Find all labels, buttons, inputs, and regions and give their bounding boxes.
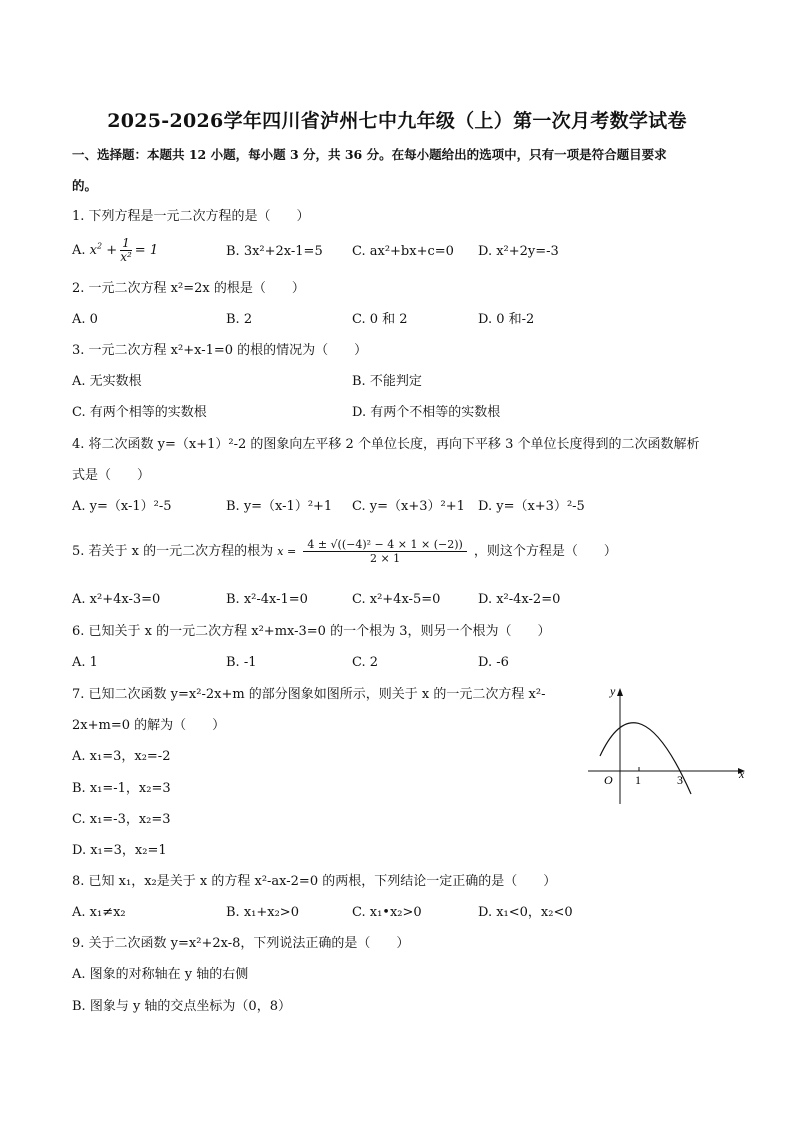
q1-option-b: B. 3x²+2x-1=5: [226, 244, 323, 259]
q5-option-c: C. x²+4x-5=0: [352, 592, 441, 607]
question-8: 8. 已知 x₁，x₂是关于 x 的方程 x²-ax-2=0 的两根，下列结论一定正确的是（ ）: [72, 874, 557, 889]
q1-option-d: D. x²+2y=-3: [478, 244, 559, 259]
tick-label-3: 3: [677, 773, 683, 787]
q4-option-a: A. y=（x-1）²-5: [72, 499, 172, 514]
question-7: 7. 已知二次函数 y=x²-2x+m 的部分图象如图所示，则关于 x 的一元二次方程 x²-: [72, 687, 546, 702]
q2-option-b: B. 2: [226, 312, 253, 327]
q5-option-d: D. x²-4x-2=0: [478, 592, 561, 607]
q8-option-b: B. x₁+x₂>0: [226, 905, 299, 920]
q7-option-a: A. x₁=3，x₂=-2: [72, 749, 171, 764]
q1-option-a-math: $x^2$ + $\frac{1}{\text{x²}}$ = 1: [89, 236, 159, 264]
q3-option-c: C. 有两个相等的实数根: [72, 405, 207, 420]
q7-option-b: B. x₁=-1，x₂=3: [72, 781, 171, 796]
question-9: 9. 关于二次函数 y=x²+2x-8，下列说法正确的是（ ）: [72, 936, 410, 951]
y-axis-arrow: [617, 688, 623, 696]
q7-option-c: C. x₁=-3，x₂=3: [72, 812, 171, 827]
q9-option-b: B. 图象与 y 轴的交点坐标为（0，8）: [72, 999, 291, 1014]
question-7-cont: 2x+m=0 的解为（ ）: [72, 718, 226, 733]
q9-option-a: A. 图象的对称轴在 y 轴的右侧: [72, 967, 249, 982]
origin-label: O: [604, 773, 613, 787]
q5-option-b: B. x²-4x-1=0: [226, 592, 308, 607]
q8-option-c: C. x₁•x₂>0: [352, 905, 422, 920]
q6-option-a: A. 1: [72, 655, 98, 670]
q2-option-c: C. 0 和 2: [352, 312, 408, 327]
question-2: 2. 一元二次方程 x²=2x 的根是（ ）: [72, 281, 305, 296]
q4-option-b: B. y=（x-1）²+1: [226, 499, 333, 514]
q7-option-d: D. x₁=3，x₂=1: [72, 843, 167, 858]
exam-title: 2025-2026学年四川省泸州七中九年级（上）第一次月考数学试卷: [107, 110, 687, 132]
q3-option-a: A. 无实数根: [72, 374, 142, 389]
q2-option-a: A. 0: [72, 312, 98, 327]
section-heading: 一、选择题：本题共 12 小题，每小题 3 分，共 36 分。在每小题给出的选项中，只有一项是符合题目要求: [72, 147, 667, 162]
question-6: 6. 已知关于 x 的一元二次方程 x²+mx-3=0 的一个根为 3，则另一个根为（ ）: [72, 624, 551, 639]
q8-option-d: D. x₁<0，x₂<0: [478, 905, 573, 920]
question-4: 4. 将二次函数 y=（x+1）²-2 的图象向左平移 2 个单位长度，再向下平移 3 个单位长度得到的二次函数解析: [72, 437, 700, 452]
question-3: 3. 一元二次方程 x²+x-1=0 的根的情况为（ ）: [72, 343, 368, 358]
q1-option-c: C. ax²+bx+c=0: [352, 244, 454, 259]
q7-parabola-graph: [588, 684, 753, 809]
q2-option-d: D. 0 和-2: [478, 312, 535, 327]
q6-option-b: B. -1: [226, 655, 257, 670]
question-4-cont: 式是（ ）: [72, 468, 151, 483]
q6-option-c: C. 2: [352, 655, 379, 670]
q5-formula: $\frac{\text{4 ± √((−4)² − 4 × 1 × (−2))}}{2 \times 1}$: [303, 538, 466, 565]
question-1: 1. 下列方程是一元二次方程的是（ ）: [72, 209, 310, 224]
q3-option-d: D. 有两个不相等的实数根: [352, 405, 501, 420]
tick-label-1: 1: [635, 773, 641, 787]
q4-option-d: D. y=（x+3）²-5: [478, 499, 585, 514]
x-axis-label: x: [739, 767, 745, 781]
section-heading-cont: 的。: [72, 178, 98, 193]
q8-option-a: A. x₁≠x₂: [72, 905, 126, 920]
q3-option-b: B. 不能判定: [352, 374, 422, 389]
q5-option-a: A. x²+4x-3=0: [72, 592, 161, 607]
q1-option-a: A. $x^2$ + $\frac{1}{\text{x²}}$ = 1: [72, 236, 159, 264]
q4-option-c: C. y=（x+3）²+1: [352, 499, 465, 514]
y-axis-label: y: [610, 684, 616, 698]
question-5: 5. 若关于 x 的一元二次方程的根为 x = $\frac{\text{4 ± √((−4)² − 4 × 1 × (−2))}}{2 \times 1}$ ，则这个方程是（ ）: [72, 538, 617, 565]
q6-option-d: D. -6: [478, 655, 509, 670]
